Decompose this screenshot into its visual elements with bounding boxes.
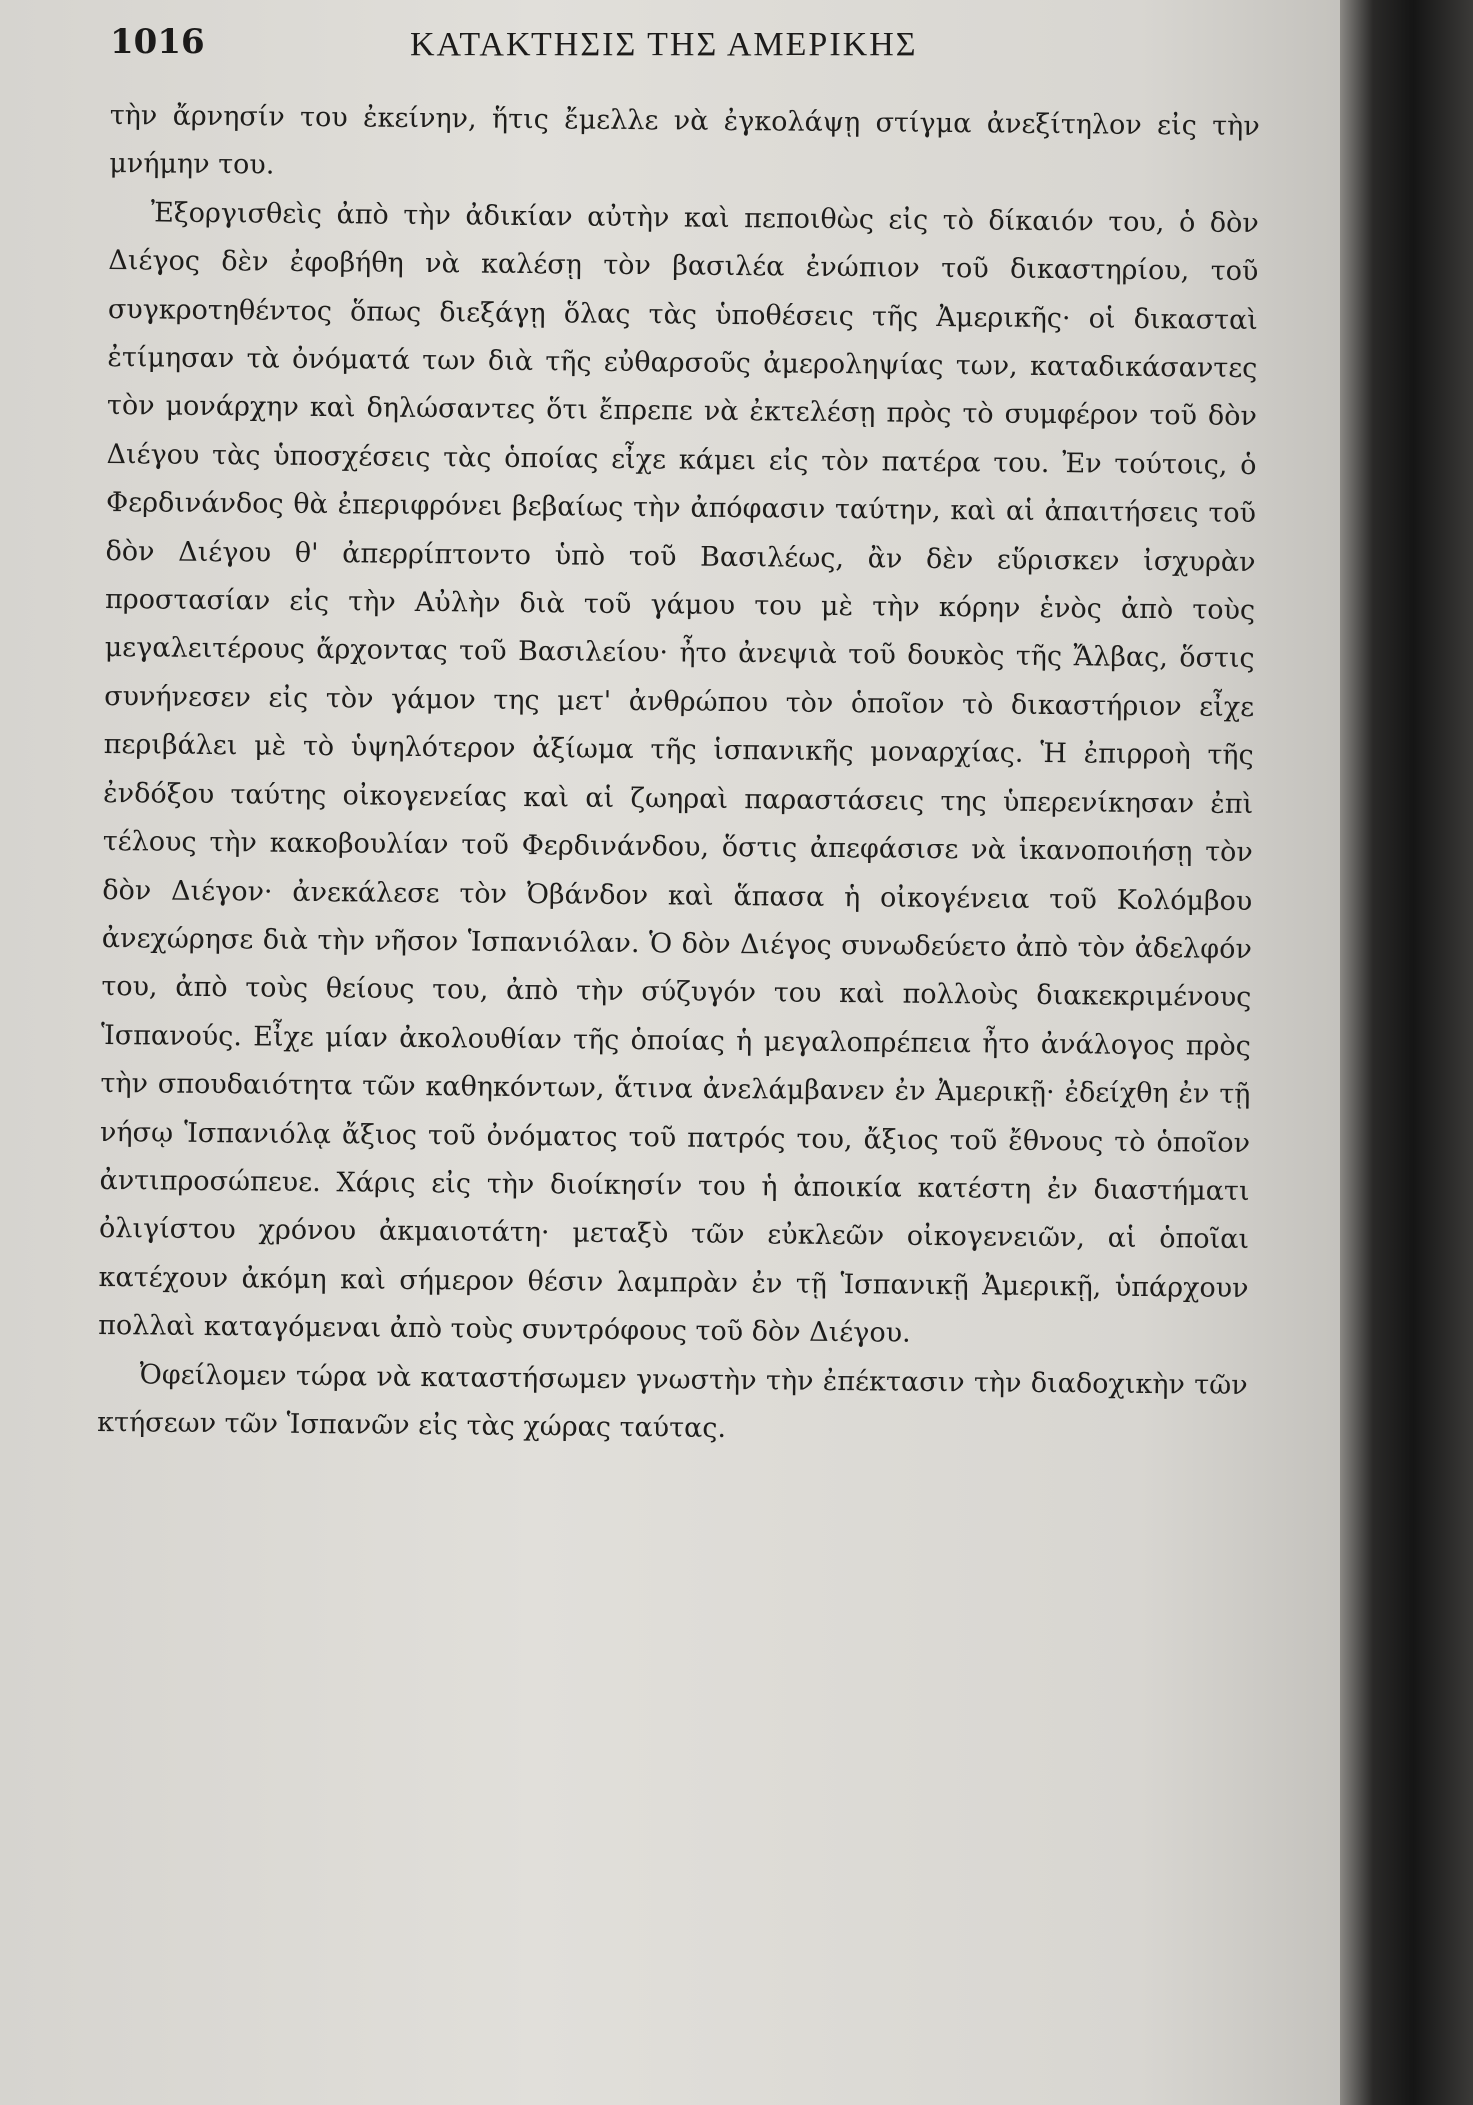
paragraph-2: Ἐξοργισθεὶς ἀπὸ τὴν ἀδικίαν αὐτὴν καὶ πεποιθὼς εἰς τὸ δίκαιόν του, ὁ δὸν Διέγος δὲν ἐφοβήθη νὰ καλέσῃ τὸν βασιλέα ἐνώπιον τοῦ δικαστηρίου, τοῦ συγκροτηθέντος ὅπως διεξάγῃ ὅλας τὰς ὑποθέσεις τῆς Ἀμερικῆς· οἱ δικασταὶ ἐτίμησαν τὰ ὀνόματά των διὰ τῆς εὐθαρσοῦς ἀμεροληψίας των, καταδικάσαντες τὸν μονάρχην καὶ δηλώσαντες ὅτι ἔπρεπε νὰ ἐκτελέσῃ πρὸς τὸ συμφέρον τοῦ δὸν Διέγου τὰς ὑποσχέσεις τὰς ὁποίας εἶχε κάμει εἰς τὸν πατέρα του. Ἐν τούτοις, ὁ Φερδινάνδος θὰ ἐπεριφρόνει βεβαίως τὴν ἀπόφασιν ταύτην, καὶ αἱ ἀπαιτήσεις τοῦ δὸν Διέγου θ' ἀπερρίπτοντο ὑπὸ τοῦ Βασιλέως, ἂν δὲν εὕρισκεν ἰσχυρὰν προστασίαν εἰς τὴν Αὐλὴν διὰ τοῦ γάμου του μὲ τὴν κόρην ἑνὸς ἀπὸ τοὺς μεγαλειτέρους ἄρχοντας τοῦ Βασιλείου· ἦτο ἀνεψιὰ τοῦ δουκὸς τῆς Ἄλβας, ὅστις συνήνεσεν εἰς τὸν γάμον της μετ' ἀνθρώπου τὸν ὁποῖον τὸ δικαστήριον εἶχε περιβάλει μὲ τὸ ὑψηλότερον ἀξίωμα τῆς ἱσπανικῆς μοναρχίας. Ἡ ἐπιρροὴ τῆς ἐνδόξου ταύτης οἰκογενείας καὶ αἱ ζωηραὶ παραστάσεις της ὑπερενίκησαν ἐπὶ τέλους τὴν κακοβουλίαν τοῦ Φερδινάνδου, ὅστις ἀπεφάσισε νὰ ἱκανοποιήσῃ τὸν δὸν Διέγον· ἀνεκάλεσε τὸν Ὀβάνδον καὶ ἅπασα ἡ οἰκογένεια τοῦ Κολόμβου ἀνεχώρησε διὰ τὴν νῆσον Ἱσπανιόλαν. Ὁ δὸν Διέγος συνωδεύετο ἀπὸ τὸν ἀδελφόν του, ἀπὸ τοὺς θείους του, ἀπὸ τὴν σύζυγόν του καὶ πολλοὺς διακεκριμένους Ἱσπανούς. Εἶχε μίαν ἀκολουθίαν τῆς ὁποίας ἡ μεγαλοπρέπεια ἦτο ἀνάλογος πρὸς τὴν σπουδαιότητα τῶν καθηκόντων, ἅτινα ἀνελάμβανεν ἐν Ἀμερικῇ· ἐδείχθη ἐν τῇ νήσῳ Ἱσπανιόλᾳ ἄξιος τοῦ ὀνόματος τοῦ πατρός του, ἄξιος τοῦ ἔθνους τὸ ὁποῖον ἀντιπροσώπευε. Χάρις εἰς τὴν διοίκησίν του ἡ ἀποικία κατέστη ἐν διαστήματι ὀλιγίστου χρόνου ἀκμαιοτάτη· μεταξὺ τῶν εὐκλεῶν οἰκογενειῶν, αἱ ὁποῖαι κατέχουν ἀκόμη καὶ σήμερον θέσιν λαμπρὰν ἐν τῇ Ἱσπανικῇ Ἀμερικῇ, ὑπάρχουν πολλαὶ καταγόμεναι ἀπὸ τοὺς συντρόφους τοῦ δὸν Διέγου. xyxy=(98,197,1259,1349)
paragraph-1: τὴν ἄρνησίν του ἐκείνην, ἥτις ἔμελλε νὰ ἐγκολάψῃ στίγμα ἀνεξίτηλον εἰς τὴν μνήμην του. xyxy=(109,99,1260,181)
running-title: ΚΑΤΑΚΤΗΣΙΣ ΤΗΣ ΑΜΕΡΙΚΗΣ xyxy=(410,26,918,63)
page-header xyxy=(110,22,1270,82)
body-text xyxy=(97,92,1260,1458)
page-number: 1016 xyxy=(110,22,205,62)
paragraph-3: Ὀφείλομεν τώρα νὰ καταστήσωμεν γνωστὴν τὴν ἐπέκτασιν τὴν διαδοχικὴν τῶν κτήσεων τῶν Ἱσπανῶν εἰς τὰς χώρας ταύτας. xyxy=(97,1358,1248,1444)
book-gutter-shadow xyxy=(1340,0,1473,2105)
